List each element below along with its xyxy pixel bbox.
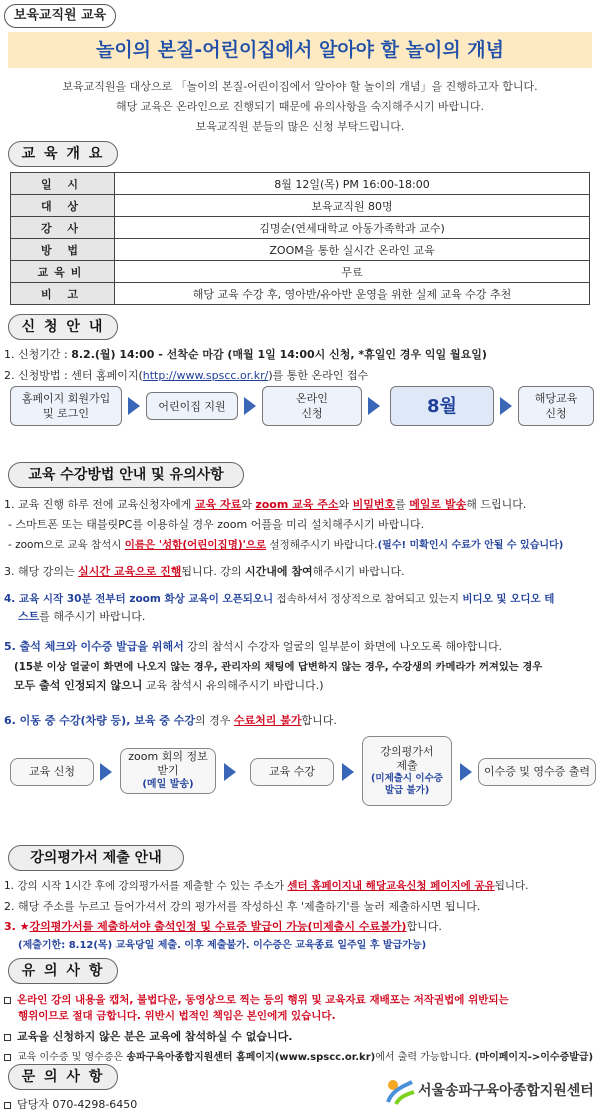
notice-item-2 bbox=[4, 1028, 292, 1044]
square-bullet-icon bbox=[4, 997, 11, 1004]
step-line: 이수증 및 영수증 출력 bbox=[483, 765, 591, 778]
text: 3. 해당 강의는 bbox=[4, 565, 79, 578]
row-value: 해당 교육 수강 후, 영아반/유아반 운영을 위한 실제 교육 수강 추천 bbox=[115, 283, 590, 305]
step-note: (메일 발송) bbox=[142, 779, 194, 790]
step-line: 온라인 bbox=[296, 392, 328, 405]
text: 해 드립니다. bbox=[466, 498, 527, 511]
text: 됩니다. 강의 bbox=[181, 565, 246, 578]
row-value: ZOOM을 통한 실시간 온라인 교육 bbox=[115, 239, 590, 261]
flow-step-daycare bbox=[146, 392, 238, 420]
table-row bbox=[11, 283, 590, 305]
overview-heading: 교 육 개 요 bbox=[8, 141, 118, 167]
arrow-right-icon bbox=[368, 397, 380, 415]
arrow-right-icon bbox=[244, 397, 256, 415]
arrow-right-icon bbox=[224, 763, 236, 781]
text: 담당자 070-4298-6450 bbox=[17, 1098, 138, 1111]
text: 를 bbox=[395, 498, 410, 511]
table-row bbox=[11, 195, 590, 217]
eval-line-1 bbox=[4, 878, 529, 893]
contact-line bbox=[4, 1096, 137, 1111]
text: zoom 교육 주소 bbox=[255, 498, 339, 511]
step-line: 및 로그인 bbox=[42, 407, 89, 420]
text: 합니다. bbox=[406, 920, 442, 933]
method-line-6 bbox=[4, 712, 337, 728]
flow-step-apply bbox=[10, 758, 94, 786]
row-value: 무료 bbox=[115, 261, 590, 283]
text: (마이페이지->이수증발급) bbox=[474, 1052, 594, 1063]
text: 이름은 '성함(어린이집명)'으로 bbox=[124, 539, 267, 551]
intro-line-2: 해당 교육은 온라인으로 진행되기 때문에 유의사항을 숙지해주시기 바랍니다. bbox=[115, 100, 484, 113]
step-line: 신청 bbox=[301, 407, 323, 420]
text: 시간내에 참여 bbox=[245, 565, 313, 578]
text: 와 bbox=[241, 498, 256, 511]
text: 강의평가서를 제출하셔야 출석인정 및 수료증 발급이 가능(미제출시 수료불가) bbox=[29, 920, 407, 933]
text: 를 해주시기 바랍니다. bbox=[39, 610, 146, 623]
text: 해주시기 바랍니다. bbox=[312, 565, 405, 578]
text: 실시간 교육으로 진행 bbox=[78, 565, 182, 578]
text: 비디오 및 오디오 테 bbox=[462, 593, 555, 605]
apply-line-1 bbox=[4, 346, 487, 362]
intro-line-1: 보육교직원을 대상으로 「놀이의 본질-어린이집에서 알아야 할 놀이의 개념」을 진행하고자 합니다. bbox=[62, 80, 538, 93]
flow-step-evaluation bbox=[362, 736, 452, 806]
apply-line-1-prefix: 1. 신청기간 : bbox=[4, 348, 72, 361]
text: 5. 출석 체크와 이수증 발급을 위해서 bbox=[4, 640, 184, 653]
arrow-right-icon bbox=[342, 763, 354, 781]
method-line-1-sub-2 bbox=[8, 536, 563, 552]
flow-step-signup bbox=[10, 386, 122, 426]
row-value: 김명순(연세대학교 아동가족학과 교수) bbox=[115, 217, 590, 239]
row-key: 비 고 bbox=[11, 283, 115, 305]
text: 1. 교육 진행 하루 전에 교육신청자에게 bbox=[4, 498, 195, 511]
method-line-1-sub-1: - 스마트폰 또는 태블릿PC를 이용하실 경우 zoom 어플을 미리 설치해주시기 바랍니다. bbox=[8, 518, 425, 531]
text: 교육 자료 bbox=[194, 498, 242, 511]
row-key: 강 사 bbox=[11, 217, 115, 239]
arrow-right-icon bbox=[500, 397, 512, 415]
category-tag: 보육교직원 교육 bbox=[4, 4, 116, 28]
apply-heading: 신 청 안 내 bbox=[8, 314, 118, 340]
step-line: 제출 bbox=[396, 759, 418, 772]
text: 교육 이수증 및 영수증은 bbox=[17, 1052, 127, 1063]
notice-item-1-cont: 행위이므로 절대 금합니다. 위반시 법적인 책임은 본인에게 있습니다. bbox=[18, 1010, 336, 1022]
text: 3. ★ bbox=[4, 920, 30, 933]
text: 수료처리 불가 bbox=[233, 714, 302, 727]
flow-step-month bbox=[390, 386, 494, 426]
step-line: 교육 신청 bbox=[28, 765, 75, 778]
row-key: 방 법 bbox=[11, 239, 115, 261]
text: 6. 이동 중 수강(차량 등), 보육 중 수강 bbox=[4, 714, 196, 727]
step-line: 신청 bbox=[545, 407, 567, 420]
text: 와 bbox=[338, 498, 353, 511]
row-value: 보육교직원 80명 bbox=[115, 195, 590, 217]
text: 교육 참석시 유의해주시기 바랍니다.) bbox=[142, 679, 324, 692]
table-row bbox=[11, 239, 590, 261]
contact-heading: 문 의 사 항 bbox=[8, 1064, 118, 1090]
overview-table bbox=[10, 172, 590, 305]
eval-line-2: 2. 해당 주소를 누르고 들어가셔서 강의 평가서를 작성하신 후 '제출하기'를 눌러 제출하시면 됩니다. bbox=[4, 900, 481, 913]
row-key: 대 상 bbox=[11, 195, 115, 217]
method-line-3 bbox=[4, 563, 405, 579]
notice-heading: 유 의 사 항 bbox=[8, 958, 118, 984]
text: 센터 홈페이지내 해당교육신청 페이지에 공유 bbox=[287, 880, 495, 892]
arrow-right-icon bbox=[460, 763, 472, 781]
text: 교육을 신청하지 않은 분은 교육에 참석하실 수 없습니다. bbox=[17, 1030, 293, 1043]
text: 에서 출력 가능합니다. bbox=[375, 1052, 475, 1063]
text: 메일로 발송 bbox=[409, 498, 467, 511]
apply-period: 8.2.(월) 14:00 - 선착순 마감 (매월 1일 14:00시 신청, *휴일인 경우 익일 월요일) bbox=[71, 348, 487, 361]
table-row bbox=[11, 261, 590, 283]
text: 4. 교육 시작 30분 전부터 zoom 화상 교육이 오픈되오니 bbox=[4, 593, 274, 605]
row-key: 교육비 bbox=[11, 261, 115, 283]
method-line-5-note-2 bbox=[14, 677, 324, 693]
method-heading: 교육 수강방법 안내 및 유의사항 bbox=[8, 462, 244, 488]
text: 접속하셔서 정상적으로 참여되고 있는지 bbox=[273, 593, 463, 605]
text: 비밀번호 bbox=[352, 498, 396, 511]
text: 설정해주시기 바랍니다. bbox=[266, 539, 378, 551]
intro-line-3: 보육교직원 분들의 많은 신청 부탁드립니다. bbox=[195, 120, 405, 133]
step-line: 8월 bbox=[427, 395, 457, 417]
text: 온라인 강의 내용을 캡처, 불법다운, 동영상으로 찍는 등의 행위 및 교육자료 재배포는 저작권법에 위반되는 bbox=[17, 994, 509, 1006]
text: 합니다. bbox=[301, 714, 337, 727]
method-line-1 bbox=[4, 496, 526, 512]
eval-line-3 bbox=[4, 918, 442, 934]
center-logo-icon bbox=[384, 1076, 416, 1106]
text: 스트 bbox=[18, 610, 40, 623]
homepage-link[interactable]: http://www.spscc.or.kr/ bbox=[142, 369, 269, 382]
apply-line-2-prefix: 2. 신청방법 : 센터 홈페이지( bbox=[4, 369, 143, 382]
method-line-4 bbox=[4, 591, 554, 606]
flow-step-attend bbox=[250, 758, 334, 786]
text: 1. 강의 시작 1시간 후에 강의평가서를 제출할 수 있는 주소가 bbox=[4, 880, 288, 892]
text: (필수! 미확인시 수료가 안될 수 있습니다) bbox=[377, 540, 564, 551]
flow-step-zoom bbox=[120, 748, 216, 794]
flow-step-online bbox=[262, 386, 362, 426]
notice-item-3 bbox=[4, 1048, 593, 1063]
flow-step-certificate bbox=[478, 758, 596, 786]
method-line-5 bbox=[4, 638, 502, 654]
arrow-right-icon bbox=[128, 397, 140, 415]
row-value: 8월 12일(목) PM 16:00-18:00 bbox=[115, 173, 590, 195]
text: 됩니다. bbox=[494, 880, 529, 892]
text: 강의 참석시 수강자 얼굴의 일부분이 화면에 나오도록 해야합니다. bbox=[183, 640, 503, 653]
method-line-4-cont bbox=[18, 608, 145, 624]
eval-line-3-note: (제출기한: 8.12(목) 교육당일 제출. 이후 제출불가. 이수증은 교육종료 일주일 후 발급가능) bbox=[18, 940, 427, 951]
step-line: 홈페이지 회원가입 bbox=[21, 392, 111, 405]
table-row bbox=[11, 217, 590, 239]
apply-line-2-suffix: )를 통한 온라인 접수 bbox=[268, 369, 369, 382]
apply-line-2 bbox=[4, 367, 368, 383]
step-line: 교육 수강 bbox=[268, 765, 315, 778]
text: 의 경우 bbox=[195, 714, 234, 727]
eval-heading: 강의평가서 제출 안내 bbox=[8, 845, 184, 871]
step-line: zoom 회의 정보 bbox=[128, 750, 208, 763]
notice-item-1 bbox=[4, 992, 509, 1007]
row-key: 일 시 bbox=[11, 173, 115, 195]
text: 송파구육아종합지원센터 홈페이지(www.spscc.or.kr) bbox=[126, 1052, 376, 1063]
step-line: 받기 bbox=[157, 764, 179, 777]
step-line: 강의평가서 bbox=[380, 745, 434, 758]
step-line: 어린이집 지원 bbox=[158, 399, 226, 413]
page-title: 놀이의 본질-어린이집에서 알아야 할 놀이의 개념 bbox=[95, 39, 505, 61]
arrow-right-icon bbox=[100, 763, 112, 781]
table-row bbox=[11, 173, 590, 195]
square-bullet-icon bbox=[4, 1102, 11, 1109]
method-line-5-note: (15분 이상 얼굴이 화면에 나오지 않는 경우, 관리자의 채팅에 답변하지 않는 경우, 수강생의 카메라가 꺼져있는 경우 bbox=[14, 661, 543, 673]
text: - zoom으로 교육 참석시 bbox=[8, 539, 125, 551]
flow-step-course bbox=[518, 386, 594, 426]
text: 모두 출석 인정되지 않으니 bbox=[14, 679, 143, 692]
step-note: (미제출시 이수증 발급 불가) bbox=[371, 773, 443, 796]
square-bullet-icon bbox=[4, 1054, 11, 1061]
step-line: 해당교육 bbox=[534, 392, 578, 405]
square-bullet-icon bbox=[4, 1034, 11, 1041]
center-name: 서울송파구육아종합지원센터 bbox=[418, 1083, 594, 1099]
